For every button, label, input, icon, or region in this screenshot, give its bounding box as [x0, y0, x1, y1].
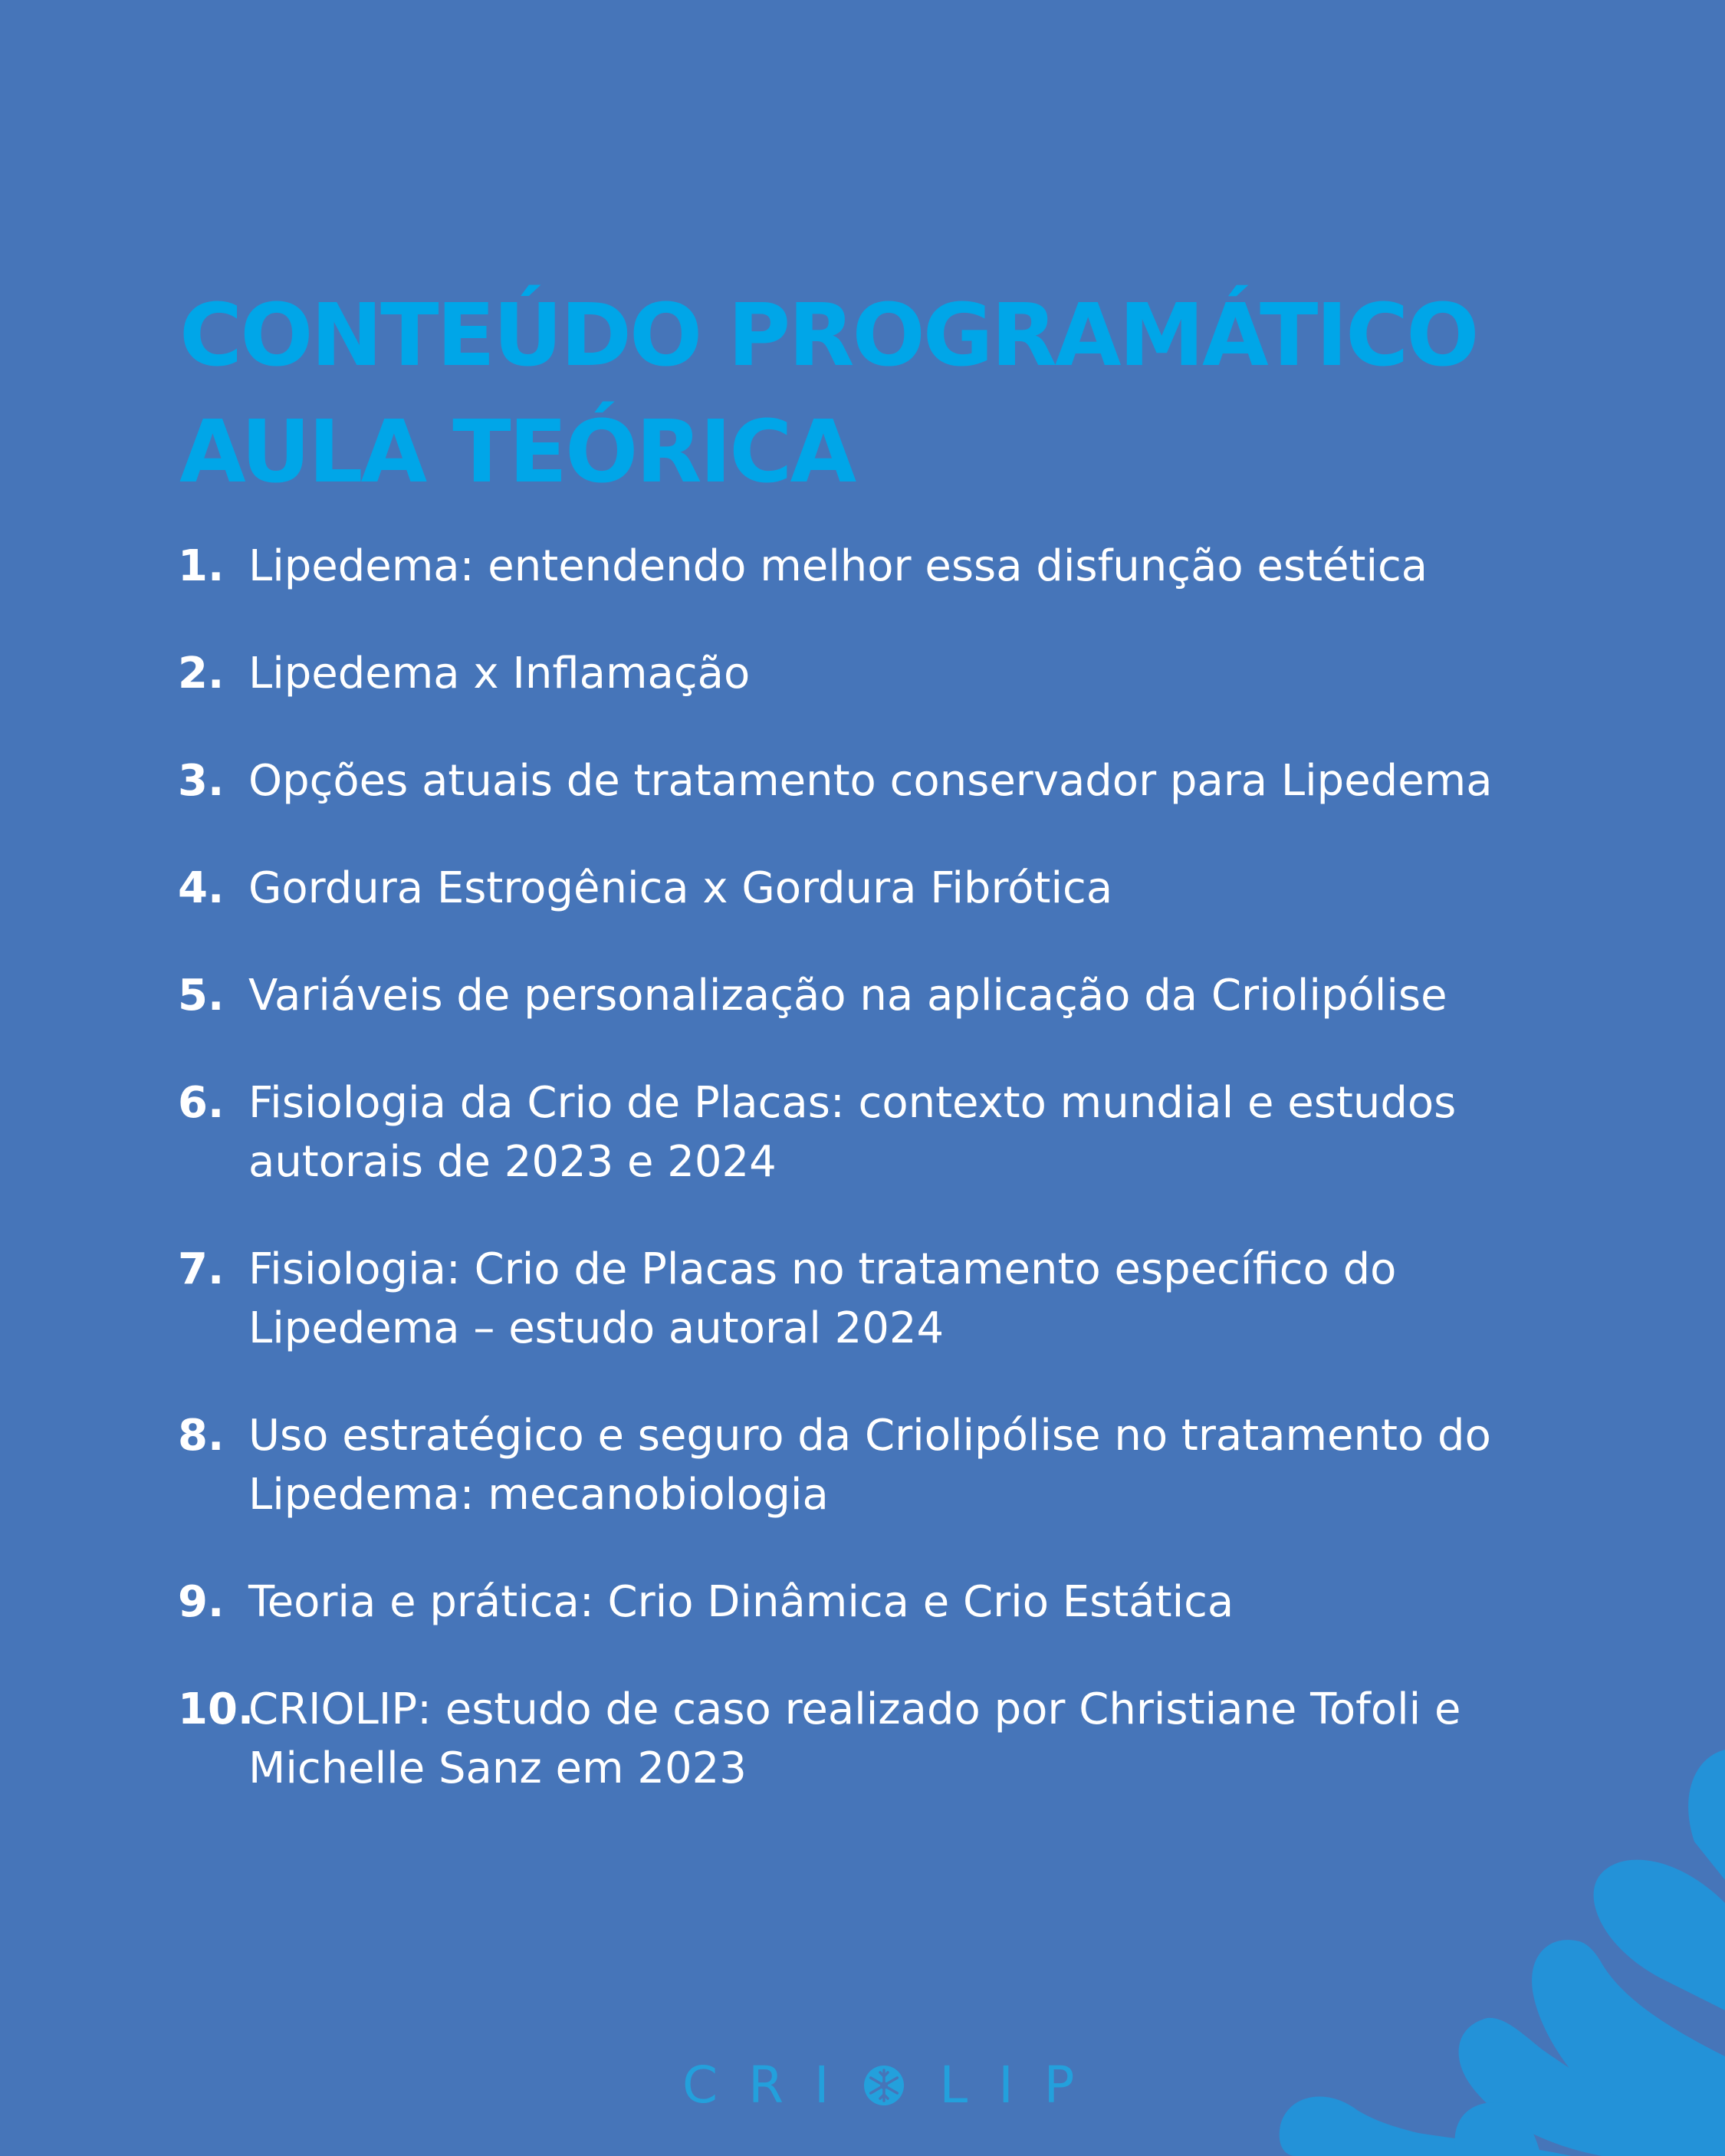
item-text: Uso estratégico e seguro da Criolipólise no tratamento do Lipedema: mecanobiologia [248, 1411, 1491, 1520]
item-number: 9. [178, 1577, 225, 1627]
item-text: Lipedema x Inflamação [248, 649, 751, 698]
title-line-1: CONTEÚDO PROGRAMÁTICO [179, 286, 1477, 386]
item-number: 1. [178, 541, 225, 591]
list-item [178, 537, 1558, 596]
item-number: 5. [178, 971, 225, 1020]
list-item [178, 966, 1558, 1025]
list-item [178, 1573, 1558, 1632]
item-text: Gordura Estrogênica x Gordura Fibrótica [248, 863, 1113, 913]
item-text: Variáveis de personalização na aplicação da Criolipólise [248, 971, 1447, 1020]
agenda-list [178, 537, 1558, 1798]
page-title [179, 278, 1477, 511]
list-item [178, 751, 1558, 810]
item-number: 6. [178, 1078, 225, 1128]
list-item [178, 1073, 1558, 1191]
list-item [178, 1406, 1558, 1524]
item-text: CRIOLIP: estudo de caso realizado por Christiane Tofoli e Michelle Sanz em 2023 [248, 1684, 1461, 1793]
snowflake-decoration-icon [1265, 1727, 1725, 2156]
list-item [178, 644, 1558, 703]
logo-text-left: CRI [682, 2056, 860, 2115]
item-text: Opções atuais de tratamento conservador para Lipedema [248, 756, 1493, 806]
item-number: 10. [178, 1684, 255, 1734]
item-number: 3. [178, 756, 225, 806]
list-item [178, 1240, 1558, 1358]
item-number: 4. [178, 863, 225, 913]
item-text: Fisiologia da Crio de Placas: contexto mundial e estudos autorais de 2023 e 2024 [248, 1078, 1457, 1187]
snowflake-icon [859, 2061, 909, 2110]
item-number: 7. [178, 1244, 225, 1294]
title-line-2: AULA TEÓRICA [179, 403, 855, 502]
item-number: 2. [178, 649, 225, 698]
item-text: Lipedema: entendendo melhor essa disfunção estética [248, 541, 1428, 591]
brand-logo [682, 2055, 1105, 2116]
item-text: Teoria e prática: Crio Dinâmica e Crio Estática [248, 1577, 1234, 1627]
item-text: Fisiologia: Crio de Placas no tratamento específico do Lipedema – estudo autoral 2024 [248, 1244, 1397, 1353]
list-item [178, 859, 1558, 918]
logo-text-right: LIP [939, 2056, 1106, 2115]
item-number: 8. [178, 1411, 225, 1461]
